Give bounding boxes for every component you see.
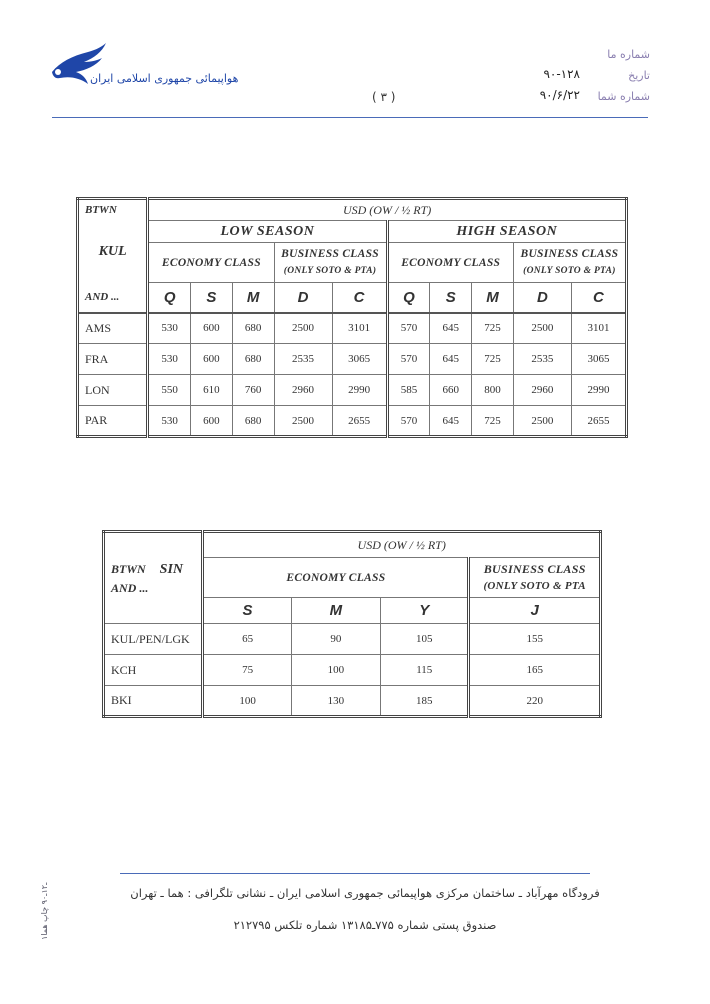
destination-cell: FRA [78,344,148,375]
corner-btwn: BTWN [111,561,146,576]
corner-sin: SIN [159,561,184,577]
low-business-title: BUSINESS CLASS [281,247,379,260]
class-code: C [571,283,626,313]
fare-cell: 570 [387,344,430,375]
corner-cell [104,532,203,624]
table-row [78,406,627,437]
fare-cell: 2500 [274,406,332,437]
fare-cell: 220 [469,686,601,717]
kul-fare-table [76,197,628,438]
fare-cell: 645 [430,313,472,344]
class-code: Q [387,283,430,313]
fare-cell: 680 [232,313,274,344]
form-code: ۱ـ۱۲ـ۹۰ چاپ هما [40,882,49,940]
economy-label: ECONOMY CLASS [203,558,469,598]
fare-cell: 155 [469,624,601,655]
date-label: تاریخ [628,69,650,82]
fare-cell: 100 [203,686,291,717]
high-business-title: BUSINESS CLASS [520,247,619,260]
footer-address: فرودگاه مهرآباد ـ ساختمان مرکزی هواپیمائی جمهوری اسلامی ایران ـ نشانی تلگرافی : هما ـ تهران [130,886,600,900]
fare-cell: 100 [291,655,380,686]
class-code: J [469,598,601,624]
fare-cell: 660 [430,375,472,406]
fare-cell: 65 [203,624,291,655]
fare-cell: 725 [472,344,514,375]
corner-and: AND ... [78,283,148,313]
class-code: S [430,283,472,313]
destination-cell: KUL/PEN/LGK [104,624,203,655]
fare-cell: 680 [232,344,274,375]
fare-cell: 90 [291,624,380,655]
corner-kul: KUL [78,221,148,283]
fare-cell: 185 [381,686,469,717]
fare-cell: 600 [191,313,233,344]
fare-cell: 530 [148,344,191,375]
page-number: ( ۳ ) [372,90,396,104]
header-divider [52,117,648,118]
class-code: D [513,283,571,313]
fare-cell: 600 [191,406,233,437]
fare-cell: 570 [387,406,430,437]
fare-cell: 610 [191,375,233,406]
corner-and: AND ... [111,580,149,595]
low-business-label [274,243,387,283]
destination-cell: PAR [78,406,148,437]
fare-cell: 800 [472,375,514,406]
fare-cell: 2500 [513,313,571,344]
fare-cell: 530 [148,406,191,437]
table-row [104,686,601,717]
corner-btwn: BTWN [78,199,148,221]
fare-cell: 3101 [332,313,387,344]
fare-cell: 585 [387,375,430,406]
airline-name: هواپیمائی جمهوری اسلامی ایران [90,72,239,85]
destination-cell: KCH [104,655,203,686]
fare-cell: 2960 [274,375,332,406]
fare-cell: 550 [148,375,191,406]
destination-cell: AMS [78,313,148,344]
header-labels [598,44,650,107]
fare-cell: 680 [232,406,274,437]
high-economy-label: ECONOMY CLASS [387,243,513,283]
class-code: Y [381,598,469,624]
table-row [78,375,627,406]
class-code: M [232,283,274,313]
table-row [78,344,627,375]
low-season-label: LOW SEASON [148,221,387,243]
corner-line [111,560,201,579]
low-economy-label: ECONOMY CLASS [148,243,274,283]
high-season-label: HIGH SEASON [387,221,626,243]
fare-cell: 115 [381,655,469,686]
fare-cell: 645 [430,406,472,437]
class-code: D [274,283,332,313]
fare-cell: 75 [203,655,291,686]
class-code: C [332,283,387,313]
fare-cell: 760 [232,375,274,406]
currency-label: USD (OW / ½ RT) [203,532,601,558]
fare-cell: 130 [291,686,380,717]
fare-cell: 3065 [332,344,387,375]
table-row [104,624,601,655]
fare-cell: 570 [387,313,430,344]
class-code: S [191,283,233,313]
fare-cell: 2990 [332,375,387,406]
class-code: M [291,598,380,624]
fare-cell: 2535 [513,344,571,375]
fare-cell: 2500 [513,406,571,437]
business-label [469,558,601,598]
currency-label: USD (OW / ½ RT) [148,199,627,221]
table-row [104,655,601,686]
fare-cell: 105 [381,624,469,655]
low-business-note: (ONLY SOTO & PTA) [283,265,377,276]
destination-cell: BKI [104,686,203,717]
fare-cell: 725 [472,406,514,437]
table-row [78,313,627,344]
business-note: (ONLY SOTO & PTA [483,579,586,592]
fare-cell: 2655 [332,406,387,437]
fare-cell: 725 [472,313,514,344]
fare-cell: 600 [191,344,233,375]
class-code: M [472,283,514,313]
sin-fare-table [102,530,602,718]
high-business-label [513,243,626,283]
footer-divider [120,873,590,874]
fare-cell: 2535 [274,344,332,375]
class-code: Q [148,283,191,313]
class-code: S [203,598,291,624]
destination-cell: LON [78,375,148,406]
header-values [520,64,580,106]
fare-cell: 530 [148,313,191,344]
business-title: BUSINESS CLASS [483,561,586,576]
fare-cell: 2960 [513,375,571,406]
fare-cell: 645 [430,344,472,375]
fare-cell: 165 [469,655,601,686]
fare-cell: 2655 [571,406,626,437]
high-business-note: (ONLY SOTO & PTA) [523,265,616,276]
fare-cell: 2500 [274,313,332,344]
airline-logo [48,42,239,102]
reference-number: ۹۰-۱۲۸ [543,67,580,81]
fare-cell: 2990 [571,375,626,406]
fare-cell: 3101 [571,313,626,344]
document-date: ۹۰/۶/۲۲ [539,88,580,102]
footer-postal: صندوق پستی شماره ۷۷۵ـ۱۳۱۸۵ شماره تلکس ۲۱۲۷۹۵ [233,918,497,932]
your-number-label: شماره شما [597,90,650,103]
our-number-label: شماره ما [607,48,650,61]
fare-cell: 3065 [571,344,626,375]
